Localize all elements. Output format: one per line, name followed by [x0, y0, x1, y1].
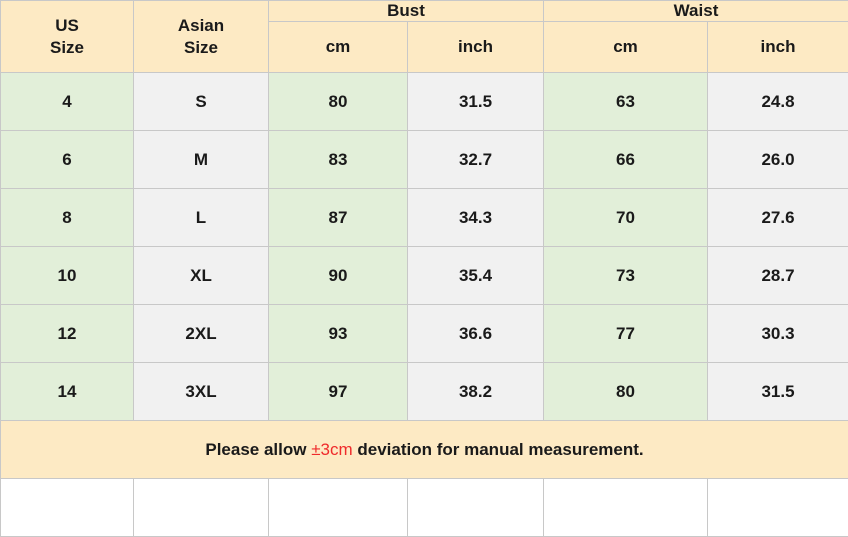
table-row [1, 73, 848, 131]
header-us-size-line1: US [1, 15, 133, 36]
cell-partial [269, 479, 408, 537]
table-body [1, 73, 848, 537]
cell-waist-inch: 24.8 [708, 73, 848, 131]
cell-asian-size: L [134, 189, 269, 247]
table-row [1, 247, 848, 305]
cell-bust-cm: 93 [269, 305, 408, 363]
header-bust: Bust [269, 1, 544, 22]
cell-waist-cm: 63 [544, 73, 708, 131]
table-row [1, 131, 848, 189]
cell-waist-inch: 26.0 [708, 131, 848, 189]
header-bust-inch: inch [408, 22, 544, 73]
header-us-size [1, 1, 134, 73]
cell-bust-cm: 80 [269, 73, 408, 131]
note-accent: ±3cm [311, 440, 352, 459]
cell-bust-cm: 90 [269, 247, 408, 305]
header-waist: Waist [544, 1, 848, 22]
cell-us-size: 10 [1, 247, 134, 305]
table-row [1, 305, 848, 363]
cell-waist-cm: 73 [544, 247, 708, 305]
cell-asian-size: S [134, 73, 269, 131]
cell-waist-inch: 30.3 [708, 305, 848, 363]
cell-partial [134, 479, 269, 537]
table-row [1, 189, 848, 247]
note-suffix: deviation for manual measurement. [353, 440, 644, 459]
cell-asian-size: 3XL [134, 363, 269, 421]
cell-asian-size: XL [134, 247, 269, 305]
measurement-note [1, 421, 848, 479]
cell-partial [408, 479, 544, 537]
header-asian-size-line2: Size [134, 37, 268, 58]
cell-us-size: 8 [1, 189, 134, 247]
cell-bust-cm: 87 [269, 189, 408, 247]
table-header [1, 1, 848, 73]
cell-partial [1, 479, 134, 537]
cell-bust-cm: 97 [269, 363, 408, 421]
table-row-partial [1, 479, 848, 537]
cell-partial [544, 479, 708, 537]
cell-us-size: 12 [1, 305, 134, 363]
cell-waist-cm: 80 [544, 363, 708, 421]
header-asian-size-line1: Asian [134, 15, 268, 36]
cell-bust-inch: 36.6 [408, 305, 544, 363]
cell-waist-inch: 27.6 [708, 189, 848, 247]
table-row [1, 363, 848, 421]
cell-waist-cm: 70 [544, 189, 708, 247]
note-prefix: Please allow [205, 440, 311, 459]
cell-waist-cm: 77 [544, 305, 708, 363]
header-waist-cm: cm [544, 22, 708, 73]
header-waist-inch: inch [708, 22, 848, 73]
cell-waist-cm: 66 [544, 131, 708, 189]
cell-us-size: 14 [1, 363, 134, 421]
cell-bust-cm: 83 [269, 131, 408, 189]
header-bust-cm: cm [269, 22, 408, 73]
cell-bust-inch: 34.3 [408, 189, 544, 247]
header-us-size-line2: Size [1, 37, 133, 58]
measurement-note-row [1, 421, 848, 479]
cell-us-size: 4 [1, 73, 134, 131]
cell-waist-inch: 28.7 [708, 247, 848, 305]
cell-waist-inch: 31.5 [708, 363, 848, 421]
cell-asian-size: 2XL [134, 305, 269, 363]
cell-us-size: 6 [1, 131, 134, 189]
cell-bust-inch: 31.5 [408, 73, 544, 131]
cell-bust-inch: 38.2 [408, 363, 544, 421]
header-asian-size [134, 1, 269, 73]
header-row-top [1, 1, 848, 22]
cell-asian-size: M [134, 131, 269, 189]
cell-bust-inch: 32.7 [408, 131, 544, 189]
cell-bust-inch: 35.4 [408, 247, 544, 305]
cell-partial [708, 479, 848, 537]
